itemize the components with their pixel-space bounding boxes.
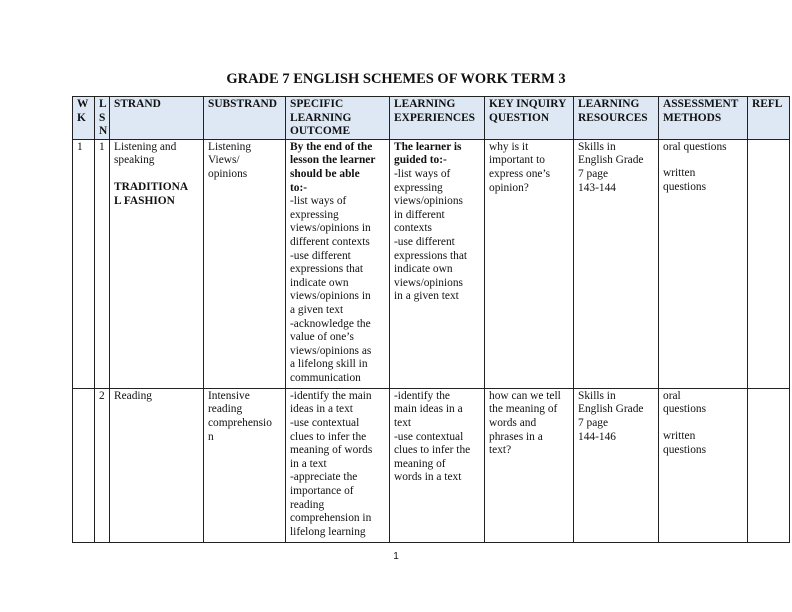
cell-strand: Reading xyxy=(110,388,204,542)
assessment-2: written questions xyxy=(663,167,707,193)
cell-learning-resources: Skills in English Grade 7 page 144-146 xyxy=(574,388,659,542)
cell-learning-experiences xyxy=(390,139,485,388)
cell-learning-experiences: -identify the main ideas in a text -use contextual clues to infer the meaning of words in a text xyxy=(390,388,485,542)
cell-strand xyxy=(110,139,204,388)
cell-assessment-methods xyxy=(659,388,748,542)
slo-text: -list ways of expressing views/opinions in different contexts -use different expressions that indicate own views/opinions in a given text -acknowledge the value of one’s views/opinions as a lifelong skill in communication xyxy=(290,195,372,384)
le-text: -list ways of expressing views/opinions in different contexts -use different expressions that indicate own views/opinions in a given text xyxy=(394,167,468,303)
header-specific-learning-outcome: SPECIFIC LEARNING OUTCOME xyxy=(286,97,390,140)
schemes-of-work-table xyxy=(72,96,790,543)
cell-specific-learning-outcome xyxy=(286,139,390,388)
cell-substrand: Intensive reading comprehensio n xyxy=(204,388,286,542)
cell-substrand: Listening Views/ opinions xyxy=(204,139,286,388)
strand-text: Listening and speaking xyxy=(114,140,177,167)
slo-lead: By the end of the lesson the learner should be able to:- xyxy=(290,140,376,194)
table-row xyxy=(73,139,790,388)
header-week: W K xyxy=(73,97,95,140)
cell-key-inquiry-question: how can we tell the meaning of words and phrases in a text? xyxy=(485,388,574,542)
strand-theme: TRADITIONA L FASHION xyxy=(114,180,189,207)
assessment-2: written questions xyxy=(663,429,707,456)
header-learning-experiences: LEARNING EXPERIENCES xyxy=(390,97,485,140)
table-row xyxy=(73,388,790,542)
cell-specific-learning-outcome: -identify the main ideas in a text -use contextual clues to infer the meaning of words in a text -appreciate the importance of reading comprehension in lifelong learning xyxy=(286,388,390,542)
cell-week xyxy=(73,388,95,542)
header-assessment-methods: ASSESSMENT METHODS xyxy=(659,97,748,140)
header-row xyxy=(73,97,790,140)
header-learning-resources: LEARNING RESOURCES xyxy=(574,97,659,140)
cell-reflection xyxy=(748,388,790,542)
cell-lesson: 1 xyxy=(95,139,110,388)
cell-reflection xyxy=(748,139,790,388)
cell-lesson: 2 xyxy=(95,388,110,542)
document-title: GRADE 7 ENGLISH SCHEMES OF WORK TERM 3 xyxy=(226,71,566,87)
assessment-1: oral questions xyxy=(663,389,707,416)
header-reflection: REFL xyxy=(748,97,790,140)
page-number: 1 xyxy=(393,551,399,562)
header-key-inquiry-question: KEY INQUIRY QUESTION xyxy=(485,97,574,140)
header-substrand: SUBSTRAND xyxy=(204,97,286,140)
assessment-1: oral questions xyxy=(663,140,727,153)
cell-learning-resources: Skills in English Grade 7 page 143-144 xyxy=(574,139,659,388)
cell-week: 1 xyxy=(73,139,95,388)
header-strand: STRAND xyxy=(110,97,204,140)
cell-key-inquiry-question: why is it important to express one’s opinion? xyxy=(485,139,574,388)
le-lead: The learner is guided to:- xyxy=(394,140,462,167)
header-lesson: L S N xyxy=(95,97,110,140)
cell-assessment-methods xyxy=(659,139,748,388)
